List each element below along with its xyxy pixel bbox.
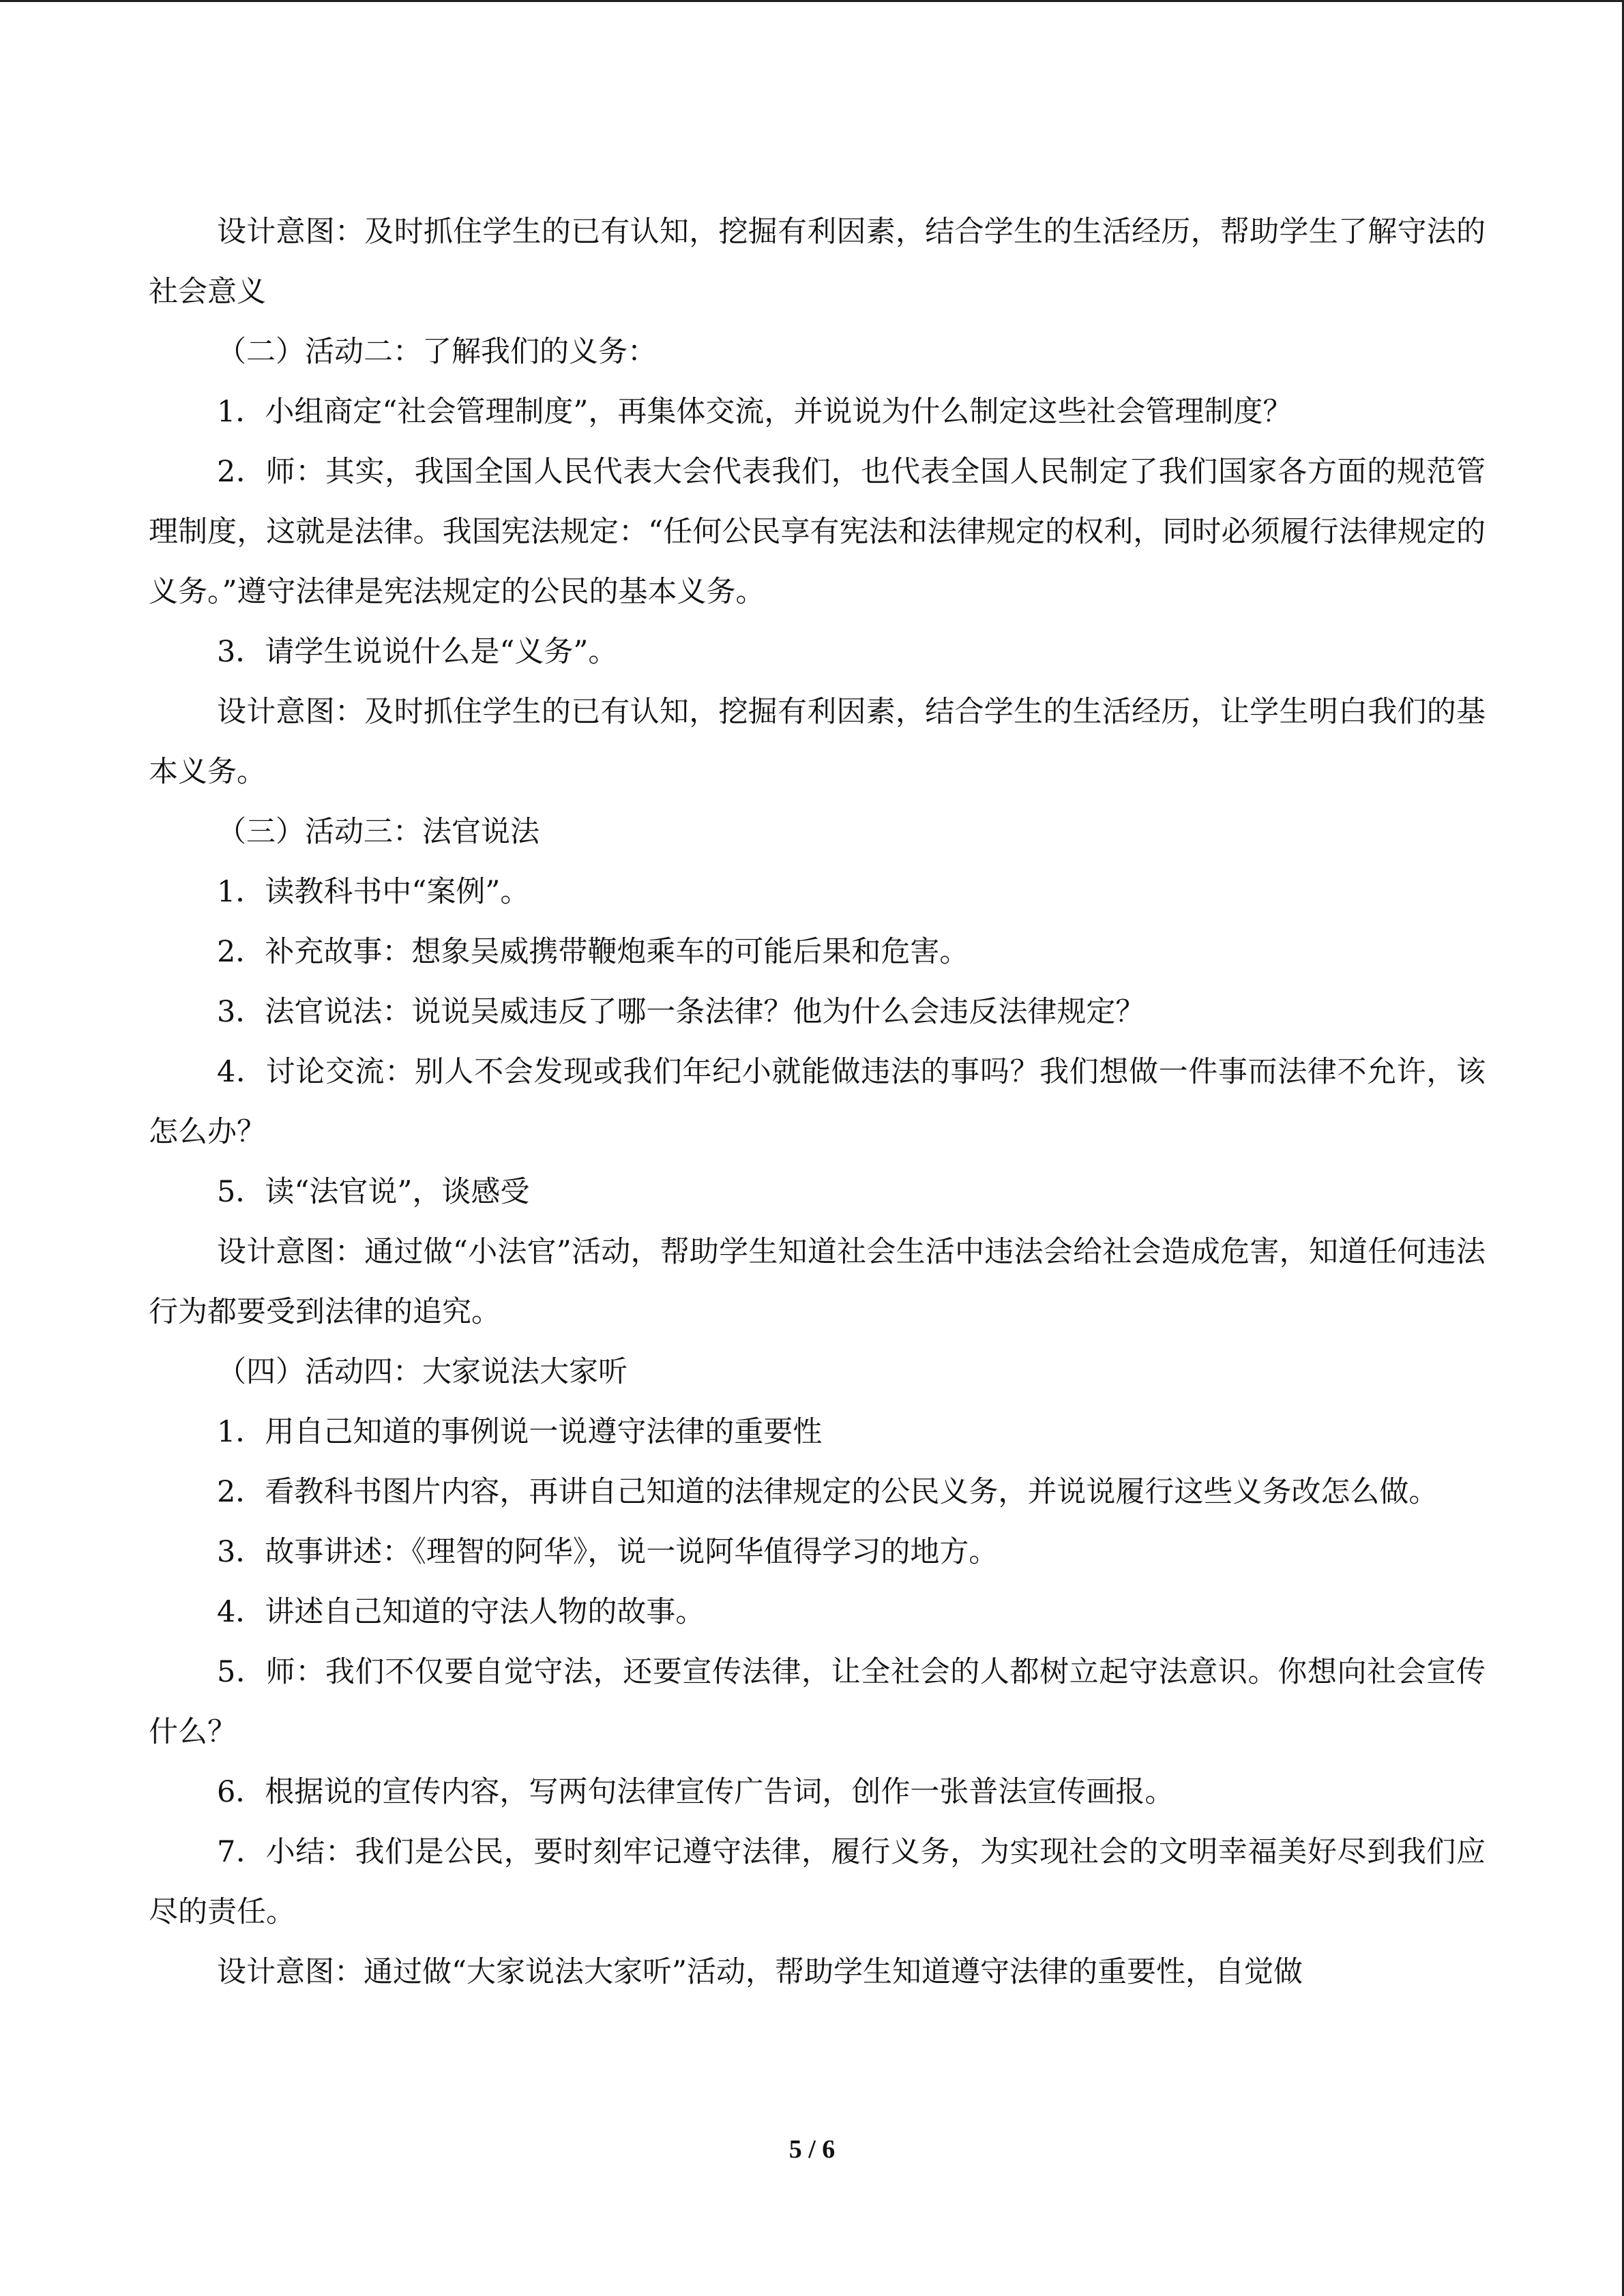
list-item: 1．用自己知道的事例说一说遵守法律的重要性 [217, 1415, 823, 1449]
design-intent-paragraph: 设计意图：及时抓住学生的已有认知，挖掘有利因素，结合学生的生活经历，让学生明白我们的基本义务。 [149, 695, 1486, 789]
list-item: 2．看教科书图片内容，再讲自己知道的法律规定的公民义务，并说说履行这些义务改怎么做。 [217, 1475, 1438, 1509]
list-item: 3．请学生说说什么是“义务”。 [217, 635, 618, 669]
section-heading-activity-3: （三）活动三：法官说法 [217, 815, 540, 849]
list-item: 3．法官说法：说说吴威违反了哪一条法律？他为什么会违反法律规定？ [217, 995, 1145, 1029]
design-intent-paragraph: 设计意图：通过做“大家说法大家听”活动，帮助学生知道遵守法律的重要性，自觉做 [217, 1955, 1303, 1989]
page-border-top [0, 0, 1624, 2]
list-item: 2．师：其实，我国全国人民代表大会代表我们，也代表全国人民制定了我们国家各方面的规范管理制度，这就是法律。我国宪法规定：“任何公民享有宪法和法律规定的权利，同时必须履行法律规定的义务。”遵守法律是宪法规定的公民的基本义务。 [149, 455, 1486, 609]
document-body [149, 202, 1486, 2002]
list-item: 3．故事讲述：《理智的阿华》，说一说阿华值得学习的地方。 [217, 1535, 999, 1569]
list-item: 6．根据说的宣传内容，写两句法律宣传广告词，创作一张普法宣传画报。 [217, 1775, 1175, 1809]
list-item: 1．读教科书中“案例”。 [217, 875, 530, 909]
list-item: 5．师：我们不仅要自觉守法，还要宣传法律，让全社会的人都树立起守法意识。你想向社会宣传什么？ [149, 1655, 1486, 1749]
list-item: 5．读“法官说”，谈感受 [217, 1175, 530, 1209]
page-number: 5 / 6 [788, 2135, 836, 2164]
list-item: 1．小组商定“社会管理制度”，再集体交流，并说说为什么制定这些社会管理制度？ [217, 395, 1293, 429]
design-intent-paragraph: 设计意图：通过做“小法官”活动，帮助学生知道社会生活中违法会给社会造成危害，知道任何违法行为都要受到法律的追究。 [149, 1235, 1486, 1329]
list-item: 4．讨论交流：别人不会发现或我们年纪小就能做违法的事吗？我们想做一件事而法律不允许，该怎么办？ [149, 1055, 1486, 1149]
section-heading-activity-2: （二）活动二：了解我们的义务： [217, 335, 657, 369]
list-item: 4．讲述自己知道的守法人物的故事。 [217, 1595, 705, 1629]
section-heading-activity-4: （四）活动四：大家说法大家听 [217, 1355, 628, 1389]
list-item: 7．小结：我们是公民，要时刻牢记遵守法律，履行义务，为实现社会的文明幸福美好尽到我们应尽的责任。 [149, 1835, 1486, 1929]
list-item: 2．补充故事：想象吴威携带鞭炮乘车的可能后果和危害。 [217, 935, 969, 969]
design-intent-paragraph: 设计意图：及时抓住学生的已有认知，挖掘有利因素，结合学生的生活经历，帮助学生了解守法的社会意义 [149, 215, 1486, 309]
